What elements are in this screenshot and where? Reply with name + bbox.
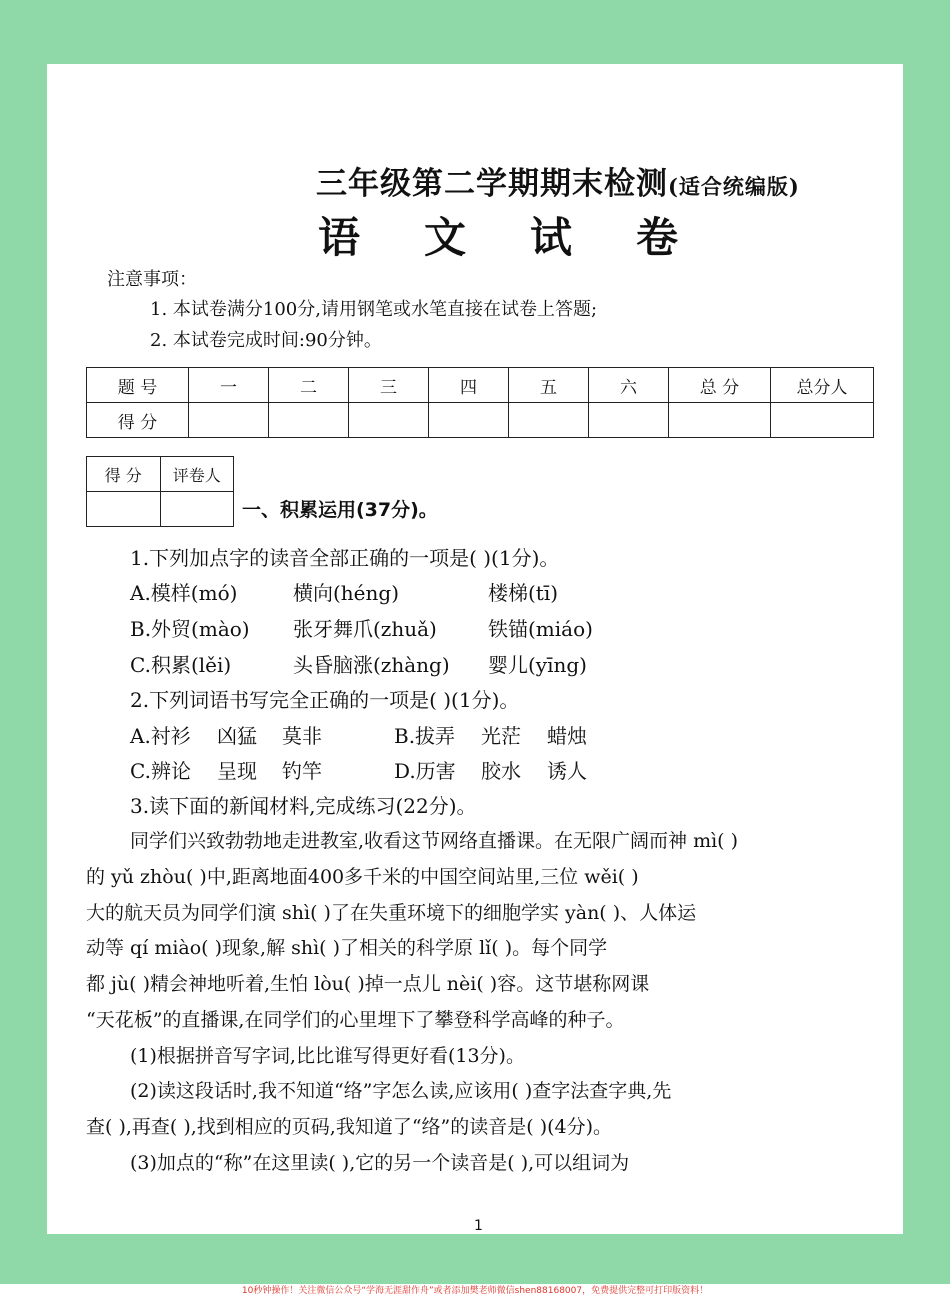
score-cell-1[interactable] <box>189 403 269 438</box>
q2-option-d-1: D.历害 <box>394 759 456 783</box>
score-cell-grader[interactable] <box>771 403 874 438</box>
q2-stem: 2.下列词语书写完全正确的一项是( )(1分)。 <box>130 688 520 712</box>
score-table-header-row <box>87 368 874 403</box>
score-cell-6[interactable] <box>589 403 669 438</box>
q3-sub1: (1)根据拼音写字词,比比谁写得更好看(13分)。 <box>130 1045 525 1067</box>
score-header-cell: 六 <box>589 368 669 403</box>
q2-option-c-3: 钓竿 <box>282 759 322 783</box>
notice-label: 注意事项： <box>107 269 197 290</box>
q3-passage-line-3: 大的航天员为同学们演 shì( )了在失重环境下的细胞学实 yàn( )、人体运 <box>86 902 697 924</box>
score-cell-3[interactable] <box>349 403 429 438</box>
q2-option-b-3: 蜡烛 <box>547 724 587 748</box>
score-header-cell: 二 <box>269 368 349 403</box>
notice-item-2: 2. 本试卷完成时间:90分钟。 <box>150 330 382 351</box>
q1-option-b-1: B.外贸(mào) <box>130 617 250 641</box>
q3-sub2-line-1: (2)读这段话时,我不知道“络”字怎么读,应该用( )查字法查字典,先 <box>130 1080 672 1102</box>
score-cell-2[interactable] <box>269 403 349 438</box>
notice-item-1: 1. 本试卷满分100分,请用钢笔或水笔直接在试卷上答题; <box>150 299 598 320</box>
score-header-cell: 一 <box>189 368 269 403</box>
q2-option-d-2: 胶水 <box>481 759 521 783</box>
q1-option-a-3: 楼梯(tī) <box>488 581 559 605</box>
q2-option-a-1: A.衬衫 <box>130 724 191 748</box>
q3-passage-line-1: 同学们兴致勃勃地走进教室,收看这节网络直播课。在无限广阔而神 mì( ) <box>130 830 739 852</box>
section-1-heading: 一、积累运用(37分)。 <box>242 499 438 521</box>
subject-char-4: 卷 <box>635 213 678 262</box>
q2-option-d-3: 诱人 <box>547 759 587 783</box>
page-number: 1 <box>474 1218 483 1234</box>
q1-option-c-3: 婴儿(yīng) <box>488 653 587 677</box>
q2-option-a-2: 凶猛 <box>217 724 257 748</box>
q1-option-b-2: 张牙舞爪(zhuǎ) <box>293 617 437 641</box>
q2-option-b-1: B.拔弄 <box>394 724 456 748</box>
exam-subject-title <box>318 205 678 265</box>
subject-char-2: 文 <box>423 213 466 262</box>
grader-box <box>86 456 234 527</box>
grader-name-cell[interactable] <box>160 492 234 527</box>
score-cell-total[interactable] <box>669 403 771 438</box>
q1-option-a-2: 横向(héng) <box>293 581 400 605</box>
exam-title: 三年级第二学期期末检测(适合统编版) <box>316 166 800 202</box>
q3-passage-line-2: 的 yǔ zhòu( )中,距离地面400多千米的中国空间站里,三位 wěi( ) <box>86 866 639 888</box>
q1-option-a-1: A.模样(mó) <box>130 581 238 605</box>
exam-title-edition: (适合统编版) <box>668 174 800 199</box>
score-table-score-row <box>87 403 874 438</box>
score-header-cell: 题 号 <box>87 368 189 403</box>
score-header-cell: 总 分 <box>669 368 771 403</box>
q3-passage-line-5: 都 jù( )精会神地听着,生怕 lòu( )掉一点儿 nèi( )容。这节堪称网课 <box>86 973 650 995</box>
q2-option-c-1: C.辨论 <box>130 759 191 783</box>
q2-option-a-3: 莫非 <box>282 724 322 748</box>
q2-option-b-2: 光茫 <box>481 724 521 748</box>
score-header-cell: 四 <box>429 368 509 403</box>
grader-score-label: 得 分 <box>87 457 161 492</box>
score-cell-4[interactable] <box>429 403 509 438</box>
promo-footer: 10秒钟操作！关注微信公众号“学海无涯甜作舟”或者添加樊老师微信shen88168007，免费提供完整可打印版资料！ <box>0 1284 950 1299</box>
score-header-cell: 五 <box>509 368 589 403</box>
q3-sub3: (3)加点的“称”在这里读( ),它的另一个读音是( ),可以组词为 <box>130 1152 630 1174</box>
q3-passage-line-6: “天花板”的直播课,在同学们的心里埋下了攀登科学高峰的种子。 <box>86 1009 625 1031</box>
q3-stem: 3.读下面的新闻材料,完成练习(22分)。 <box>130 794 477 818</box>
q3-sub2-line-2: 查( ),再查( ),找到相应的页码,我知道了“络”的读音是( )(4分)。 <box>86 1116 613 1138</box>
score-header-cell: 三 <box>349 368 429 403</box>
q1-option-b-3: 铁锚(miáo) <box>488 617 593 641</box>
q3-passage-line-4: 动等 qí miào( )现象,解 shì( )了相关的科学原 lǐ( )。每个同学 <box>86 937 608 959</box>
q2-option-c-2: 呈现 <box>217 759 257 783</box>
q1-stem: 1.下列加点字的读音全部正确的一项是( )(1分)。 <box>130 546 560 570</box>
score-table <box>86 367 874 438</box>
q1-option-c-1: C.积累(lěi) <box>130 653 232 677</box>
subject-char-1: 语 <box>318 213 361 262</box>
subject-char-3: 试 <box>529 213 572 262</box>
q1-option-c-2: 头昏脑涨(zhàng) <box>293 653 450 677</box>
score-row-label: 得 分 <box>87 403 189 438</box>
grader-name-label: 评卷人 <box>160 457 234 492</box>
grader-score-cell[interactable] <box>87 492 161 527</box>
score-cell-5[interactable] <box>509 403 589 438</box>
score-header-cell: 总分人 <box>771 368 874 403</box>
